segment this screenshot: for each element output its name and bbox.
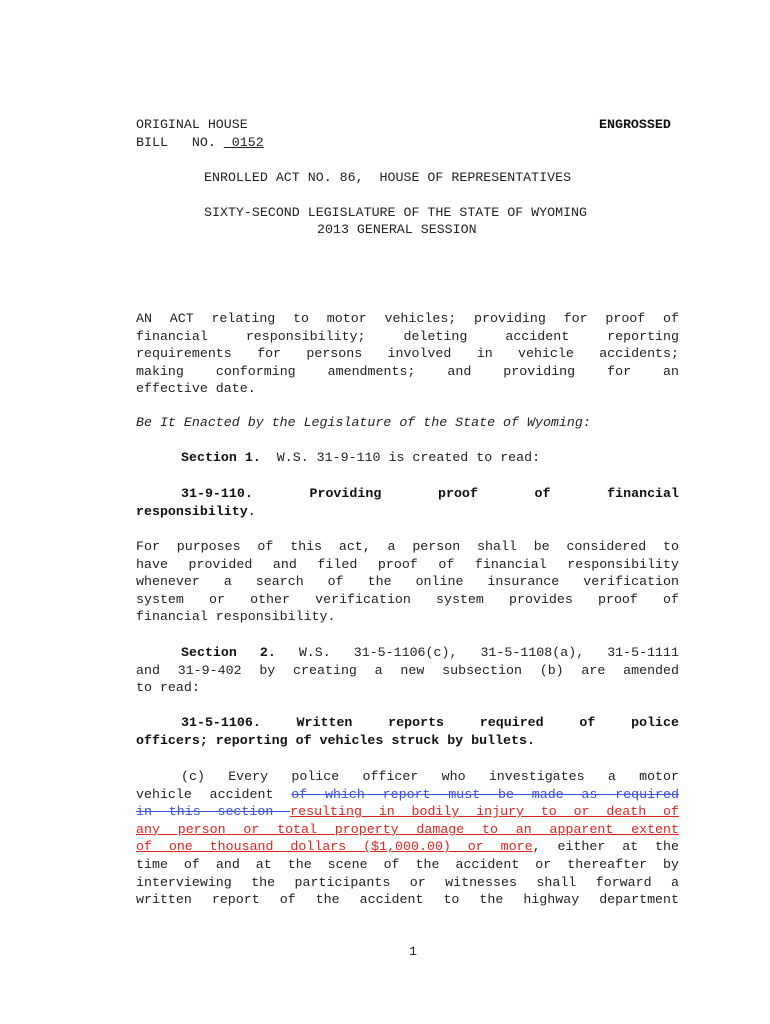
act-title-line: requirements for persons involved in vehicle accidents; — [136, 346, 679, 362]
paragraph-line: financial responsibility. — [136, 609, 336, 625]
bill-number: 0152 — [223, 135, 264, 150]
section-2-line1 — [136, 644, 679, 662]
original-house-label: ORIGINAL HOUSE — [136, 117, 248, 132]
subsection-c-line3 — [136, 803, 679, 821]
section-2 — [136, 644, 679, 697]
subsection-c-line2 — [136, 786, 679, 804]
legislature-line: SIXTY-SECOND LEGISLATURE OF THE STATE OF WYOMING — [204, 205, 588, 220]
subsection-c-plain-text: , either at the — [532, 839, 679, 855]
heading-31-9-110 — [136, 485, 679, 520]
deleted-text: in this section — [136, 804, 291, 820]
page-number: 1 — [409, 944, 417, 959]
subsection-c-line5 — [136, 838, 679, 856]
subsection-c-line6: time of and at the scene of the accident or thereafter by — [136, 856, 679, 872]
heading-31-9-110-line2-wrap — [136, 503, 679, 521]
inserted-text: resulting in bodily injury to or death of — [290, 804, 679, 820]
subsection-c-plain-text: vehicle accident — [136, 786, 292, 802]
section-2-text-1: W.S. 31-5-1106(c), 31-5-1108(a), 31-5-1111 — [298, 645, 679, 660]
enrolled-act-line: ENROLLED ACT NO. 86, HOUSE OF REPRESENTATIVES — [204, 170, 572, 185]
subsection-c-line1: (c) Every police officer who investigates a motor — [181, 769, 679, 784]
bill-label: BILL NO. — [136, 135, 216, 150]
enacting-clause: Be It Enacted by the Legislature of the State of Wyoming: — [136, 415, 591, 430]
deleted-text: of which report must be made as required — [291, 786, 679, 802]
inserted-text: any person or total property damage to an apparent extent — [136, 821, 679, 837]
bill-number-line — [136, 135, 264, 150]
section-2-line2: and 31-9-402 by creating a new subsection (b) are amended — [136, 662, 679, 678]
act-title-line: financial responsibility; deleting accident reporting — [136, 328, 679, 344]
subsection-c-line7: interviewing the participants or witnesses shall forward a — [136, 874, 679, 890]
heading-31-9-110-line2: responsibility — [136, 503, 248, 519]
heading-31-9-110-period: . — [247, 503, 256, 519]
paragraph-31-9-110 — [136, 538, 679, 626]
heading-31-5-1106 — [136, 714, 679, 749]
section-1-label: Section 1. — [181, 450, 261, 465]
inserted-text: of one thousand dollars ($1,000.00) or more — [136, 839, 533, 855]
subsection-c-line4 — [136, 821, 679, 839]
paragraph-line: system or other verification system provides proof of — [136, 591, 679, 607]
engrossed-label: ENGROSSED — [599, 117, 671, 132]
heading-31-5-1106-line1: 31-5-1106. Written reports required of police — [181, 715, 679, 730]
act-title — [136, 310, 679, 398]
paragraph-line: whenever a search of the online insurance verification — [136, 574, 679, 590]
heading-31-9-110-line1: 31-9-110. Providing proof of financial — [181, 486, 679, 501]
paragraph-line: For purposes of this act, a person shall be considered to — [136, 539, 679, 554]
heading-31-5-1106-line2: officers; reporting of vehicles struck by bullets. — [136, 732, 535, 748]
subsection-c — [136, 768, 679, 909]
session-line: 2013 GENERAL SESSION — [317, 222, 477, 237]
section-1-line — [181, 450, 540, 465]
subsection-c-line8: written report of the accident to the highway department — [136, 892, 679, 908]
act-title-line: AN ACT relating to motor vehicles; providing for proof of — [136, 311, 679, 326]
act-title-line: making conforming amendments; and providing for an — [136, 363, 679, 379]
section-2-line3: to read: — [136, 680, 200, 696]
section-1-text: W.S. 31-9-110 is created to read: — [276, 450, 541, 465]
paragraph-line: have provided and filed proof of financial responsibility — [136, 556, 679, 572]
section-2-label: Section 2. — [181, 645, 276, 660]
act-title-line: effective date. — [136, 381, 256, 397]
